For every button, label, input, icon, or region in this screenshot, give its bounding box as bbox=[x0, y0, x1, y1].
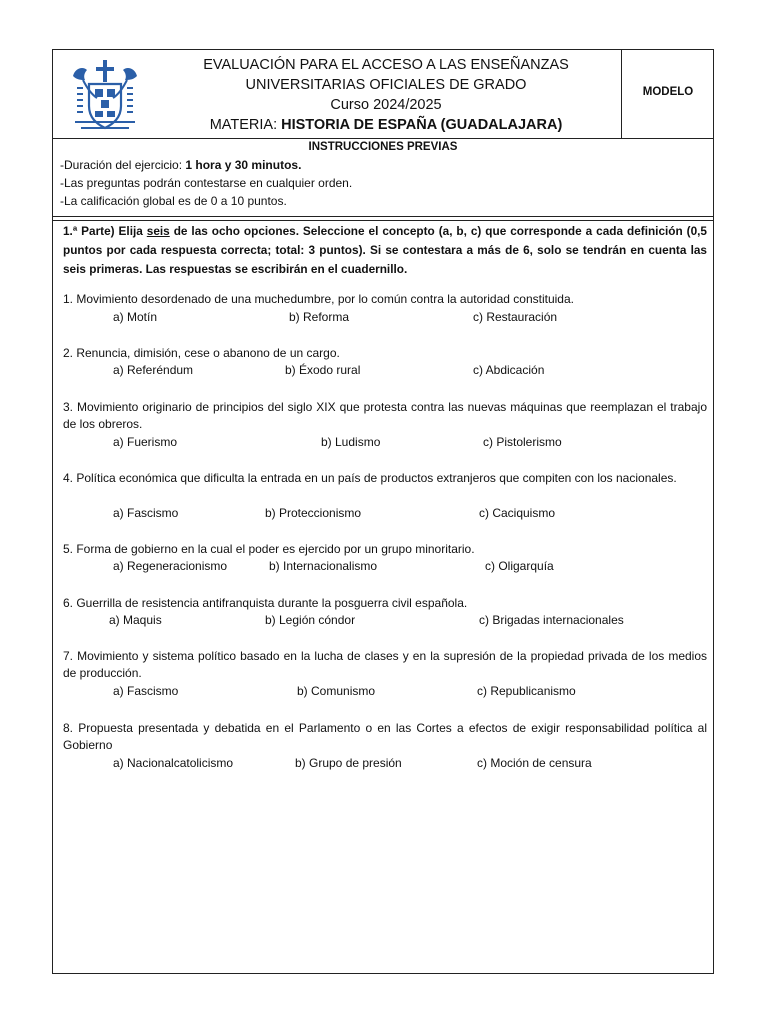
question-6: 6. Guerrilla de resistencia antifranquista durante la posguerra civil española. bbox=[63, 596, 468, 610]
section-divider bbox=[53, 216, 713, 221]
q3-option-a: a) Fuerismo bbox=[113, 435, 178, 449]
q8-option-c: c) Moción de censura bbox=[477, 756, 592, 770]
q1-option-a: a) Motín bbox=[113, 310, 158, 324]
instruction-order: -Las preguntas podrán contestarse en cualquier orden. bbox=[60, 176, 353, 190]
q6-option-a: a) Maquis bbox=[109, 613, 162, 627]
question-2: 2. Renuncia, dimisión, cese o abanono de un cargo. bbox=[63, 346, 340, 360]
q4-option-c: c) Caciquismo bbox=[479, 506, 556, 520]
part1-lead: 1.ª Parte) Elija bbox=[63, 224, 147, 238]
title-line-1: EVALUACIÓN PARA EL ACCESO A LAS ENSEÑANZAS bbox=[203, 57, 569, 73]
instruction-grading: -La calificación global es de 0 a 10 puntos. bbox=[60, 194, 287, 208]
title-line-2: UNIVERSITARIAS OFICIALES DE GRADO bbox=[245, 77, 527, 93]
modelo-box bbox=[621, 50, 714, 138]
q2-option-c: c) Abdicación bbox=[473, 363, 545, 377]
question-3: 3. Movimiento originario de principios del siglo XIX que protesta contra las nuevas máquinas que reemplazan el trabajo de los obreros. bbox=[63, 400, 707, 431]
title-line-3: Curso 2024/2025 bbox=[330, 97, 442, 113]
q5-option-b: b) Internacionalismo bbox=[269, 559, 378, 573]
q7-option-a: a) Fascismo bbox=[113, 684, 179, 698]
question-7: 7. Movimiento y sistema político basado en la lucha de clases y en la supresión de la propiedad privada de los medios de producción. bbox=[63, 649, 707, 680]
q6-option-c: c) Brigadas internacionales bbox=[479, 613, 624, 627]
exam-header bbox=[53, 50, 713, 139]
duration-value: 1 hora y 30 minutos. bbox=[185, 158, 302, 172]
q8-option-b: b) Grupo de presión bbox=[295, 756, 402, 770]
materia-value: HISTORIA DE ESPAÑA (GUADALAJARA) bbox=[281, 117, 563, 133]
q1-option-b: b) Reforma bbox=[289, 310, 350, 324]
q7-option-b: b) Comunismo bbox=[297, 684, 376, 698]
question-1: 1. Movimiento desordenado de una muchedumbre, por lo común contra la autoridad constituida. bbox=[63, 292, 574, 306]
duration-prefix: -Duración del ejercicio: bbox=[60, 158, 186, 172]
question-8: 8. Propuesta presentada y debatida en el Parlamento o en las Cortes a efectos de exigir responsabilidad política al Gobierno bbox=[63, 721, 707, 752]
q3-option-b: b) Ludismo bbox=[321, 435, 381, 449]
part1-heading bbox=[63, 222, 707, 279]
instructions-title: INSTRUCCIONES PREVIAS bbox=[308, 141, 458, 153]
exam-frame bbox=[52, 49, 714, 974]
q7-option-c: c) Republicanismo bbox=[477, 684, 576, 698]
part1-underlined: seis bbox=[146, 224, 170, 238]
q4-option-a: a) Fascismo bbox=[113, 506, 179, 520]
q2-option-b: b) Éxodo rural bbox=[285, 363, 361, 377]
exam-title bbox=[153, 55, 619, 135]
q5-option-a: a) Regeneracionismo bbox=[113, 559, 228, 573]
q6-option-b: b) Legión cóndor bbox=[265, 613, 356, 627]
q3-option-c: c) Pistolerismo bbox=[483, 435, 562, 449]
modelo-label: MODELO bbox=[642, 86, 694, 98]
question-5: 5. Forma de gobierno en la cual el poder es ejercido por un grupo minoritario. bbox=[63, 542, 475, 556]
q1-option-c: c) Restauración bbox=[473, 310, 558, 324]
university-crest-icon bbox=[67, 58, 143, 134]
instruction-duration bbox=[60, 158, 301, 172]
materia-label: MATERIA: bbox=[209, 117, 282, 133]
question-4: 4. Política económica que dificulta la entrada en un país de productos extranjeros que compiten con los nacionales. bbox=[63, 471, 677, 485]
q4-option-b: b) Proteccionismo bbox=[265, 506, 362, 520]
materia-line bbox=[153, 115, 619, 135]
part1-rest: de las ocho opciones. Seleccione el concepto (a, b, c) que corresponde a cada definición (0,5 puntos por cada respuesta correcta; total: 3 puntos). Si se contestara a más de 6, solo se tendrán en cuenta las seis primeras. Las respuestas se escribirán en el cuadernillo. bbox=[63, 224, 707, 276]
q8-option-a: a) Nacionalcatolicismo bbox=[113, 756, 234, 770]
q5-option-c: c) Oligarquía bbox=[485, 559, 554, 573]
q2-option-a: a) Referéndum bbox=[113, 363, 194, 377]
